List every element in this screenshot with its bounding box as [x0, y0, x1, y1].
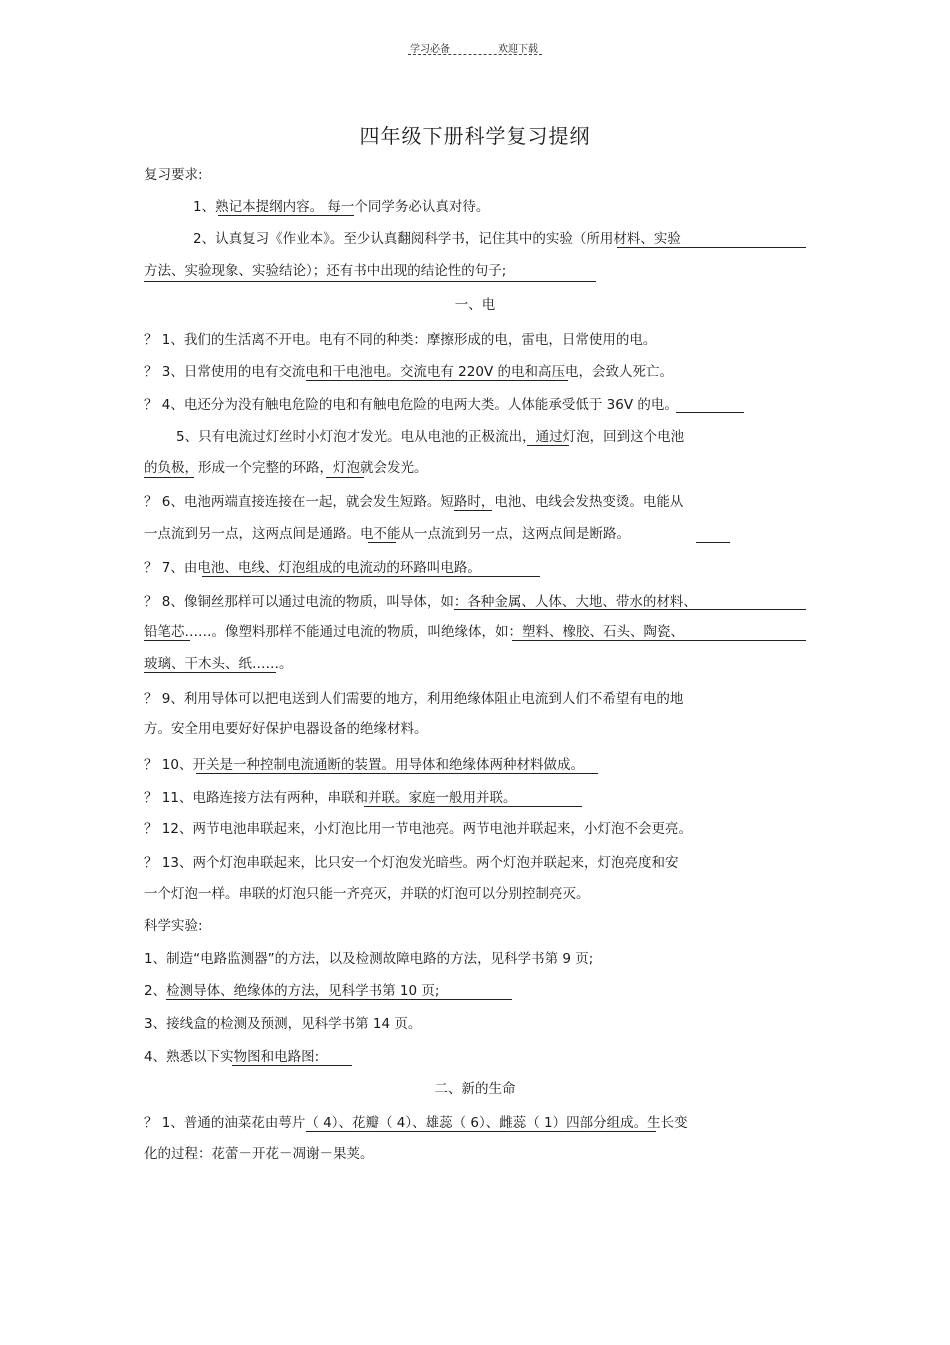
- underline: [306, 1131, 656, 1132]
- underline: [454, 609, 806, 610]
- text-line: ？ 11、电路连接方法有两种，串联和并联。家庭一般用并联。: [144, 790, 517, 806]
- text-line: 一个灯泡一样。串联的灯泡只能一齐亮灭，并联的灯泡可以分别控制亮灭。: [144, 886, 590, 902]
- underline: [676, 412, 744, 413]
- underline: [218, 215, 354, 216]
- header-dashed-rule: [408, 54, 542, 55]
- underline: [364, 806, 582, 807]
- underline: [232, 1065, 352, 1066]
- underline: [202, 576, 540, 577]
- page-header: [408, 38, 542, 58]
- underline: [512, 640, 806, 641]
- text-line: 化的过程：花蕾－开花－凋谢－果荚。: [144, 1146, 374, 1162]
- underline: [696, 542, 730, 543]
- text-line: 5、只有电流过灯丝时小灯泡才发光。电从电池的正极流出，通过灯泡，回到这个电池: [176, 429, 685, 445]
- underline: [454, 510, 492, 511]
- text-line: ？ 1、普通的油菜花由萼片（ 4）、花瓣（ 4）、雄蕊（ 6）、雌蕊（ 1）四部分组成。生长变: [144, 1115, 688, 1131]
- text-line: ？ 13、两个灯泡串联起来，比只安一个灯泡发光暗些。两个灯泡并联起来，灯泡亮度和安: [144, 855, 679, 871]
- text-line: ？ 7、由电池、电线、灯泡组成的电流动的环路叫电路。: [144, 560, 481, 576]
- page-title: 四年级下册科学复习提纲: [359, 124, 591, 148]
- section-label: 复习要求:: [144, 167, 203, 183]
- text-line: ？ 6、电池两端直接连接在一起，就会发生短路。短路时，电池、电线会发热变烫。电能从: [144, 494, 684, 510]
- underline: [368, 542, 396, 543]
- text-line: 方法、实验现象、实验结论）；还有书中出现的结论性的句子;: [144, 263, 507, 279]
- text-line: 3、接线盒的检测及预测，见科学书第 14 页。: [144, 1016, 422, 1032]
- section-heading: 一、电: [454, 297, 496, 313]
- underline: [326, 477, 364, 478]
- header-left-text: 学习必备: [410, 44, 450, 55]
- header-right-text: 欢迎下载: [498, 44, 538, 55]
- text-line: ？ 3、日常使用的电有交流电和干电池电。交流电有 220V 的电和高压电，会致人死亡。: [144, 364, 673, 380]
- text-line: ？ 4、电还分为没有触电危险的电和有触电危险的电两大类。人体能承受低于 36V 的电。: [144, 397, 678, 413]
- underline: [306, 380, 568, 381]
- section-heading: 二、新的生命: [434, 1081, 516, 1097]
- underline: [144, 281, 596, 282]
- underline: [144, 477, 194, 478]
- text-line: ？ 10、开关是一种控制电流通断的装置。用导体和绝缘体两种材料做成。: [144, 757, 584, 773]
- text-line: 1、制造“电路监测器”的方法，以及检测故障电路的方法，见科学书第 9 页;: [144, 951, 594, 967]
- text-line: 4、熟悉以下实物图和电路图:: [144, 1049, 320, 1065]
- text-line: ？ 1、我们的生活离不开电。电有不同的种类：摩擦形成的电，雷电，日常使用的电。: [144, 332, 657, 348]
- text-line: 1、熟记本提纲内容。 每一个同学务必认真对待。: [193, 199, 490, 215]
- text-line: 铅笔芯……。像塑料那样不能通过电流的物质，叫绝缘体，如：塑料、橡胶、石头、陶瓷、: [144, 624, 684, 640]
- text-line: 方。安全用电要好好保护电器设备的绝缘材料。: [144, 721, 428, 737]
- underline: [196, 773, 598, 774]
- text-line: ？ 12、两节电池串联起来，小灯泡比用一节电池亮。两节电池并联起来，小灯泡不会更亮。: [144, 821, 692, 837]
- text-line: 一点流到另一点，这两点间是通路。电不能从一点流到另一点，这两点间是断路。: [144, 526, 630, 542]
- text-line: ？ 9、利用导体可以把电送到人们需要的地方，利用绝缘体阻止电流到人们不希望有电的地: [144, 691, 684, 707]
- text-line: 2、检测导体、绝缘体的方法，见科学书第 10 页;: [144, 983, 440, 999]
- text-line: 2、认真复习《作业本》。至少认真翻阅科学书，记住其中的实验（所用材料、实验: [193, 231, 681, 247]
- underline: [166, 999, 512, 1000]
- text-line: 的负极，形成一个完整的环路，灯泡就会发光。: [144, 460, 428, 476]
- underline: [144, 672, 276, 673]
- underline: [527, 445, 569, 446]
- text-line: ？ 8、像铜丝那样可以通过电流的物质，叫导体，如：各种金属、人体、大地、带水的材料、: [144, 594, 697, 610]
- underline: [144, 640, 190, 641]
- section-label: 科学实验:: [144, 918, 203, 934]
- text-line: 玻璃、干木头、纸……。: [144, 656, 293, 672]
- underline: [617, 247, 806, 248]
